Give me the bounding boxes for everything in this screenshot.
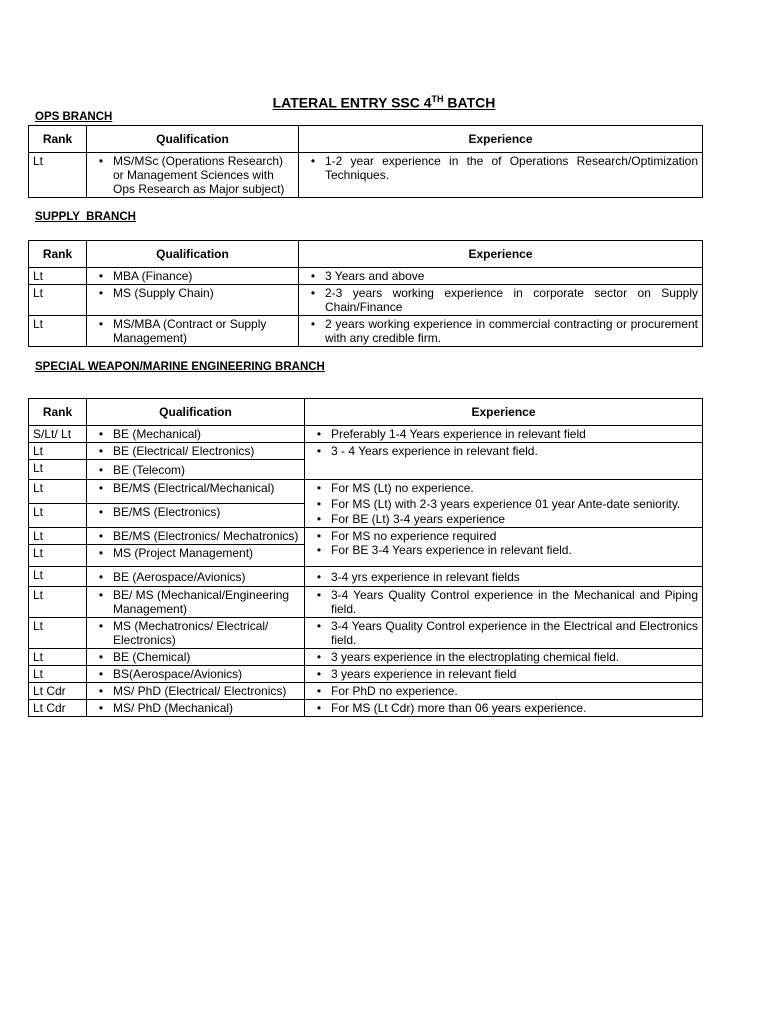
rank-cell: Lt (29, 618, 87, 649)
qualification-cell: BE/ MS (Mechanical/Engineering Management) (113, 588, 290, 616)
experience-cell: 3 Years and above (325, 269, 425, 283)
rank-cell: Lt (29, 587, 87, 618)
rank-cell: Lt (29, 545, 87, 567)
experience-cell: For MS no experience required (331, 529, 497, 543)
experience-cell: For BE (Lt) 3-4 years experience (331, 512, 506, 526)
experience-cell: 2 years working experience in commercial contracting or procurement with any credible firm. (325, 317, 698, 345)
table-row: Lt • BE (Chemical) • 3 years experience in the electroplating chemical field. (29, 649, 703, 666)
qualification-cell: BE/MS (Electrical/Mechanical) (113, 481, 275, 495)
table-row: Lt • BS(Aerospace/Avionics) • 3 years experience in relevant field (29, 666, 703, 683)
table-header-row (29, 126, 703, 153)
experience-header: Experience (305, 399, 703, 426)
table-row: Lt • BE/MS (Electrical/Mechanical) • For MS (Lt) no experience. • For MS (Lt) with 2-3 years experience 01 year Ante-date seniority. • For BE (Lt) 3-4 years experience (29, 480, 703, 504)
rank-cell: Lt (29, 285, 87, 316)
rank-cell: Lt (29, 480, 87, 504)
rank-header: Rank (29, 399, 87, 426)
table-row: Lt • MBA (Finance) • 3 Years and above (29, 268, 703, 285)
experience-cell: Preferably 1-4 Years experience in relevant field (331, 427, 586, 441)
document-title: LATERAL ENTRY SSC 4TH BATCH (272, 94, 496, 111)
table-row: Lt • BE/MS (Electronics/ Mechatronics) • For MS no experience required • For BE 3-4 Years experience in relevant field. (29, 528, 703, 545)
experience-cell: 3 years experience in the electroplating chemical field. (331, 650, 620, 664)
experience-cell: 1-2 year experience in the of Operations Research/Optimization Techniques. (325, 154, 698, 182)
qualification-cell: MS (Mechatronics/ Electrical/ Electronics) (113, 619, 269, 647)
qualification-cell: BE (Electrical/ Electronics) (113, 444, 255, 458)
supply-branch-table (28, 240, 703, 347)
rank-cell: Lt (29, 316, 87, 347)
rank-cell: Lt (29, 443, 87, 460)
qualification-cell: BE (Telecom) (113, 462, 186, 477)
table-header-row (29, 399, 703, 426)
experience-cell: 3-4 Years Quality Control experience in the Mechanical and Piping field. (331, 588, 698, 616)
experience-cell: 3-4 Years Quality Control experience in the Electrical and Electronics field. (331, 619, 698, 647)
experience-cell: For MS (Lt) with 2-3 years experience 01 year Ante-date seniority. (331, 497, 681, 511)
table-row: Lt • BE (Aerospace/Avionics) • 3-4 yrs experience in relevant fields (29, 567, 703, 587)
rank-cell: Lt (29, 649, 87, 666)
table-row: Lt Cdr • MS/ PhD (Mechanical) • For MS (Lt Cdr) more than 06 years experience. (29, 700, 703, 717)
experience-header: Experience (299, 126, 703, 153)
special-weapon-branch-heading: SPECIAL WEAPON/MARINE ENGINEERING BRANCH (35, 361, 325, 373)
qualification-cell: MS/MBA (Contract or Supply Management) (113, 317, 267, 345)
qualification-cell: BE (Chemical) (113, 650, 191, 664)
qualification-cell: MS/ PhD (Mechanical) (113, 701, 234, 715)
ops-branch-table (28, 125, 703, 198)
experience-cell: For PhD no experience. (331, 684, 458, 698)
rank-cell: Lt (29, 268, 87, 285)
experience-cell: For MS (Lt) no experience. (331, 481, 474, 495)
table-row: Lt • BE (Electrical/ Electronics) • 3 - 4 Years experience in relevant field. (29, 443, 703, 460)
qualification-cell: BE/MS (Electronics) (113, 505, 221, 519)
qualification-cell: BE (Mechanical) (113, 427, 202, 441)
rank-cell: Lt (29, 567, 87, 587)
qualification-cell: MS (Supply Chain) (113, 286, 214, 300)
special-weapon-branch-table (28, 398, 703, 717)
qualification-header: Qualification (87, 399, 305, 426)
rank-cell: Lt (29, 460, 87, 480)
rank-cell: Lt Cdr (29, 700, 87, 717)
rank-cell: Lt Cdr (29, 683, 87, 700)
table-row: Lt • MS (Project Management) (29, 545, 703, 567)
rank-header: Rank (29, 241, 87, 268)
rank-cell: S/Lt/ Lt (29, 426, 87, 443)
table-row: Lt • BE/ MS (Mechanical/Engineering Management) • 3-4 Years Quality Control experience in the Mechanical and Piping field. (29, 587, 703, 618)
table-row: Lt • MS/MSc (Operations Research) or Management Sciences with Ops Research as Major subject) • 1-2 year experience in the of Operations Research/Optimization Techniques. (29, 153, 703, 198)
experience-cell: 3 years experience in relevant field (331, 667, 517, 681)
qualification-cell: MS/MSc (Operations Research) or Management Sciences with Ops Research as Major subject) (113, 154, 285, 196)
table-row: Lt • MS (Supply Chain) • 2-3 years working experience in corporate sector on Supply Chain/Finance (29, 285, 703, 316)
rank-cell: Lt (29, 504, 87, 528)
qualification-cell: BS(Aerospace/Avionics) (113, 667, 243, 681)
table-row: S/Lt/ Lt • BE (Mechanical) • Preferably 1-4 Years experience in relevant field (29, 426, 703, 443)
experience-header: Experience (299, 241, 703, 268)
qualification-cell: BE/MS (Electronics/ Mechatronics) (113, 529, 299, 543)
ops-branch-heading: OPS BRANCH (35, 111, 113, 123)
supply-branch-heading: SUPPLY BRANCH (35, 211, 136, 223)
experience-cell: 3-4 yrs experience in relevant fields (331, 569, 520, 584)
experience-cell: 2-3 years working experience in corporate sector on Supply Chain/Finance (325, 286, 698, 314)
rank-header: Rank (29, 126, 87, 153)
experience-cell: 3 - 4 Years experience in relevant field. (331, 444, 538, 458)
table-row: Lt • MS (Mechatronics/ Electrical/ Electronics) • 3-4 Years Quality Control experience in the Electrical and Electronics field. (29, 618, 703, 649)
rank-cell: Lt (29, 528, 87, 545)
rank-cell: Lt (29, 666, 87, 683)
qualification-cell: BE (Aerospace/Avionics) (113, 569, 246, 584)
experience-cell: For BE 3-4 Years experience in relevant field. (331, 543, 572, 557)
table-header-row (29, 241, 703, 268)
table-row: Lt • MS/MBA (Contract or Supply Management) • 2 years working experience in commercial contracting or procurement with any credible firm. (29, 316, 703, 347)
experience-cell: For MS (Lt Cdr) more than 06 years experience. (331, 701, 587, 715)
table-row: Lt Cdr • MS/ PhD (Electrical/ Electronics) • For PhD no experience. (29, 683, 703, 700)
qualification-header: Qualification (87, 126, 299, 153)
qualification-header: Qualification (87, 241, 299, 268)
rank-cell: Lt (29, 153, 87, 198)
qualification-cell: MS/ PhD (Electrical/ Electronics) (113, 684, 287, 698)
table-row: Lt • BE/MS (Electronics) (29, 504, 703, 528)
qualification-cell: MS (Project Management) (113, 546, 254, 560)
qualification-cell: MBA (Finance) (113, 269, 193, 283)
table-row: Lt • BE (Telecom) (29, 460, 703, 480)
